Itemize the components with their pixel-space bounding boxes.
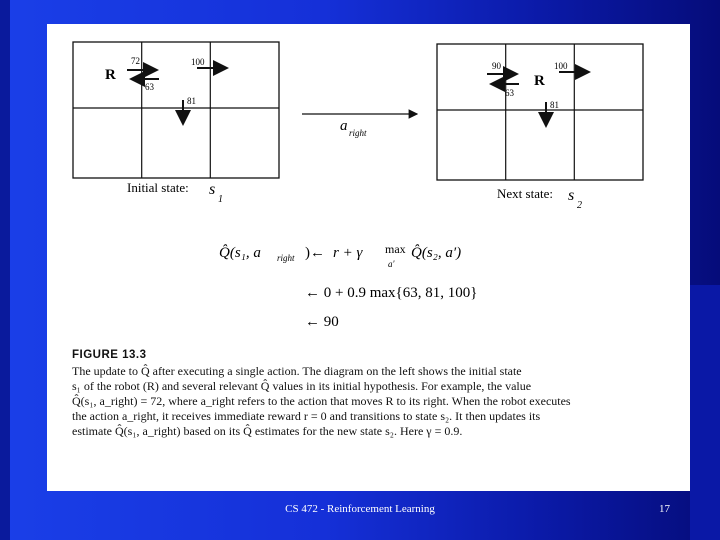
action-symbol: a [340,118,348,134]
slide-content [47,24,690,491]
caption-line: The update to Q̂ after executing a single action. The diagram on the left shows the initial state [72,364,522,378]
left-q-goal: 100 [191,57,205,67]
left-q-return: 63 [145,82,154,92]
right-robot-label: R [534,73,545,89]
figure-caption [72,364,657,439]
left-q-down: 81 [187,96,196,106]
eq1-lhs: Q̂(s₁, a [219,245,261,261]
eq1-max: max [385,242,406,256]
figure-diagram [47,24,690,354]
eq2: ← 0 + 0.9 max{63, 81, 100} [305,285,478,301]
caption-line: Q̂(s₁, a_right) = 72, where a_right refers to the action that moves R to its right. When the robot executes [72,394,571,408]
left-q-right: 72 [131,56,140,66]
footer-course-title: CS 472 - Reinforcement Learning [285,503,435,515]
left-accent-bar [0,0,10,540]
right-grid [437,44,643,211]
right-q-goal: 100 [554,61,568,71]
page-number: 17 [659,503,670,515]
caption-line: the action a_right, it receives immediate reward r = 0 and transitions to state s₂. It then updates its [72,409,541,423]
left-state-symbol: s [209,181,216,198]
eq1-rhs-b: Q̂(s₂, a′) [411,245,462,261]
eq1-rhs-a: r + γ [333,245,363,261]
left-state-label: Initial state: [127,180,189,195]
action-sub: right [349,128,367,138]
eq1-paren: ) [305,245,310,261]
left-grid [73,42,279,205]
caption-line: s₁ of the robot (R) and several relevant Q̂ values in its initial hypothesis. For example, the value [72,379,532,393]
right-q-return: 63 [505,88,514,98]
figure-caption-title: FIGURE 13.3 [72,349,147,361]
eq3: ← 90 [305,314,339,330]
left-state-sub: 1 [218,194,223,205]
right-state-sub: 2 [577,200,582,211]
right-state-symbol: s [568,187,575,204]
eq1-lhs-sub: right [277,253,295,263]
right-accent-strip [690,285,720,540]
eq1-max-sub: a' [388,259,395,269]
eq1-arrow: ← [310,245,325,261]
right-q-left: 90 [492,61,501,71]
right-q-down: 81 [550,100,559,110]
action-arrow-group [302,114,417,138]
left-robot-label: R [105,67,116,83]
right-state-label: Next state: [497,186,553,201]
equations [219,242,477,330]
caption-line: estimate Q̂(s₁, a_right) based on its Q̂ estimates for the new state s₂. Here γ = 0.9. [72,424,463,438]
